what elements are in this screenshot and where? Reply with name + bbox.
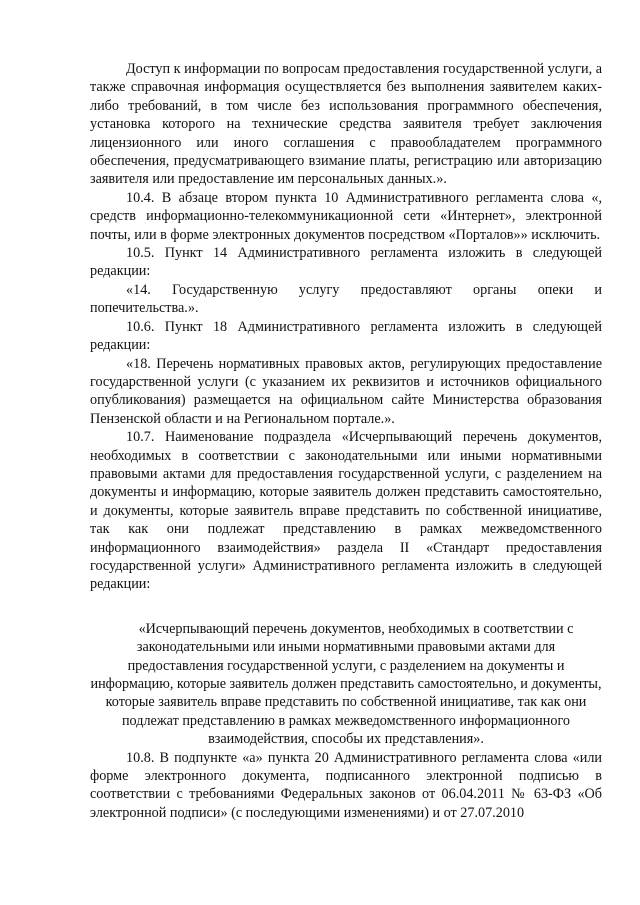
paragraph-access-info: Доступ к информации по вопросам предоставления государственной услуги, а также справочная информация осуществляется без выполнения заявителем каких-либо требований, в том числе без использования программного обеспечения, установка которого на технические средства заявителя требует заключения лицензионного или иного соглашения с правообладателем программного обеспечения, предусматривающего взимание платы, регистрацию или авторизацию заявителя или предоставление им персональных данных.». — [90, 61, 602, 188]
paragraph-10-5: 10.5. Пункт 14 Административного регламента изложить в следующей редакции: — [90, 245, 602, 280]
paragraph-10-6: 10.6. Пункт 18 Административного регламента изложить в следующей редакции: — [90, 318, 602, 354]
document-body — [90, 60, 602, 822]
paragraph-10-7: 10.7. Наименование подраздела «Исчерпывающий перечень документов, необходимых в соответствии с законодательными или иными нормативными правовыми актами для предоставления государственной услуги, с разделением на документы и информацию, которые заявитель должен представить самостоятельно, и документы, которые заявитель вправе представить по собственной инициативе, так как они подлежат представлению в рамках межведомственного информационного взаимодействия» раздела II «Стандарт предоставления государственной услуги» Административного регламента изложить в следующей редакции: — [90, 429, 602, 593]
paragraph-item-18: «18. Перечень нормативных правовых актов, регулирующих предоставление государственной услуги (с указанием их реквизитов и источников официального опубликования) размещается на официальном сайте Министерства образования Пензенской области и на Региональном портале.». — [90, 355, 602, 427]
paragraph-item-14: «14. Государственную услугу предоставляют органы опеки и попечительства.». — [90, 281, 602, 317]
paragraph-10-8: 10.8. В подпункте «а» пункта 20 Административного регламента слова «или форме электронного документа, подписанного электронной подписью в соответствии с требованиями Федеральных законов от 06.04.2011 № 63-ФЗ «Об электронной подписи» (с последующими изменениями) и от 27.07.2010 — [90, 749, 602, 821]
section-heading-quote: «Исчерпывающий перечень документов, необходимых в соответствии с законодательными или иными нормативными правовыми актами для предоставления государственной услуги, с разделением на документы и информацию, которые заявитель должен представить самостоятельно, и документы, которые заявитель вправе представить по собственной инициативе, так как они подлежат представлению в рамках межведомственного информационного взаимодействия, способы их представления». — [90, 620, 602, 748]
paragraph-spacer — [90, 594, 602, 620]
paragraph-10-4: 10.4. В абзаце втором пункта 10 Административного регламента слова «, средств информационно-телекоммуникационной сети «Интернет», электронной почты, или в форме электронных документов посредством «Порталов»» исключить. — [90, 189, 602, 243]
